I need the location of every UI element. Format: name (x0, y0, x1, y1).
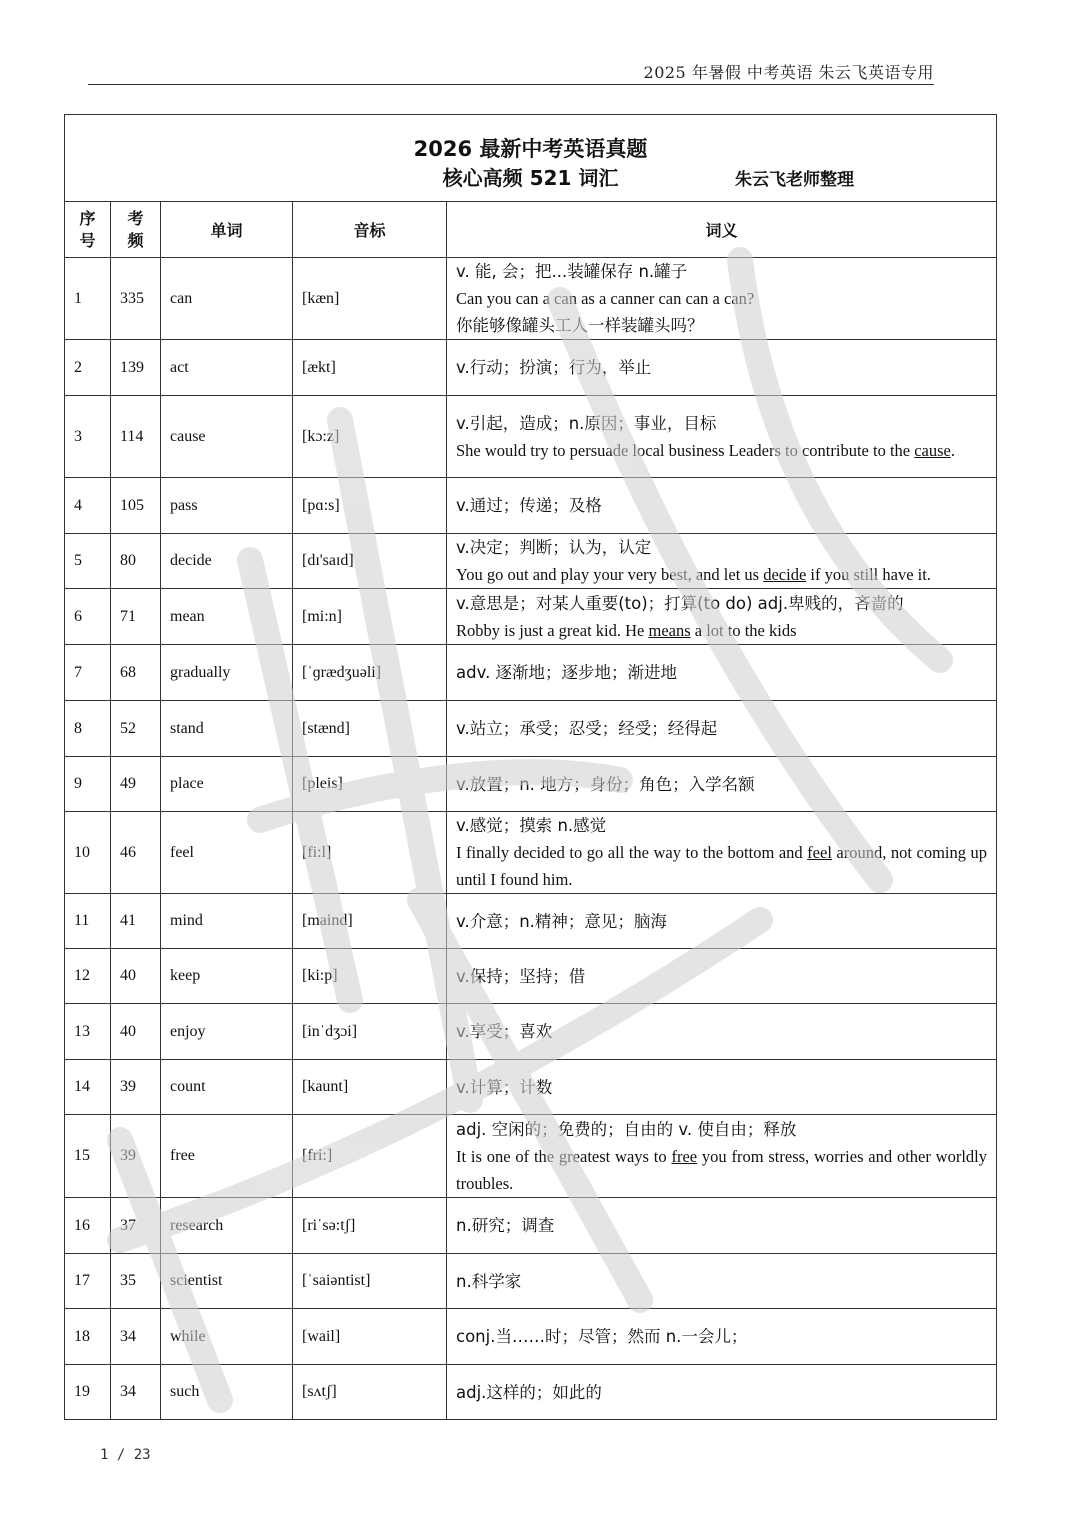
row-word: count (161, 1060, 293, 1115)
row-index: 11 (65, 894, 111, 949)
row-index: 6 (65, 589, 111, 645)
meaning-text: v. 能, 会；把...装罐保存 n.罐子 (456, 262, 688, 281)
meaning-text: v.计算；计数 (456, 1077, 553, 1097)
row-index: 9 (65, 757, 111, 812)
example-sentence (456, 839, 987, 893)
example-sentence (456, 437, 987, 464)
meaning-text: conj.当……时；尽管；然而 n.一会儿； (456, 1327, 748, 1346)
row-word: mean (161, 589, 293, 645)
example-keyword: feel (807, 843, 832, 862)
row-word: such (161, 1365, 293, 1420)
row-meaning (447, 757, 997, 812)
row-index: 10 (65, 812, 111, 894)
title-line1: 2026 最新中考英语真题 (413, 137, 648, 161)
row-frequency: 39 (111, 1060, 161, 1115)
table-row (65, 1309, 997, 1365)
row-index: 13 (65, 1004, 111, 1060)
row-meaning (447, 1004, 997, 1060)
table-row (65, 812, 997, 894)
example-text: around, not coming up until I found him. (456, 843, 988, 889)
row-word: enjoy (161, 1004, 293, 1060)
vocabulary-table (64, 114, 997, 1420)
row-phonetic: [stænd] (293, 701, 447, 757)
row-phonetic: [wail] (293, 1309, 447, 1365)
row-frequency: 39 (111, 1115, 161, 1198)
page-number: 1 / 23 (100, 1447, 151, 1463)
row-frequency: 71 (111, 589, 161, 645)
table-row (65, 701, 997, 757)
row-frequency: 335 (111, 258, 161, 340)
column-headers (65, 202, 997, 258)
row-phonetic: [ˈɡrædʒuəli] (293, 645, 447, 701)
row-meaning (447, 478, 997, 534)
row-word: while (161, 1309, 293, 1365)
row-meaning (447, 1309, 997, 1365)
row-meaning (447, 258, 997, 340)
row-word: feel (161, 812, 293, 894)
meaning-text: v.通过；传递；及格 (456, 496, 602, 515)
example-text: you from stress, worries and other worldly troubles. (456, 1146, 988, 1193)
row-frequency: 139 (111, 340, 161, 396)
row-frequency: 80 (111, 534, 161, 589)
table-row (65, 1365, 997, 1420)
row-index: 17 (65, 1254, 111, 1309)
row-phonetic: [dɪ'saɪd] (293, 534, 447, 589)
row-frequency: 35 (111, 1254, 161, 1309)
row-index: 4 (65, 478, 111, 534)
meaning-text: adv. 逐渐地；逐步地；渐进地 (456, 663, 678, 682)
row-meaning (447, 812, 997, 894)
example-keyword: decide (763, 565, 807, 584)
row-index: 3 (65, 396, 111, 478)
row-phonetic: [maind] (293, 894, 447, 949)
table-row (65, 757, 997, 812)
row-word: scientist (161, 1254, 293, 1309)
row-meaning (447, 340, 997, 396)
title-line2: 核心高频 521 词汇 (442, 166, 619, 190)
col-header-index: 序号 (65, 202, 111, 258)
row-meaning (447, 589, 997, 645)
table-row (65, 949, 997, 1004)
table-row (65, 396, 997, 478)
table-row (65, 478, 997, 534)
table-row (65, 1115, 997, 1198)
col-header-word: 单词 (161, 202, 293, 258)
row-phonetic: [inˈdʒɔi] (293, 1004, 447, 1060)
example-text: It is one of the greatest ways to (456, 1146, 672, 1166)
row-phonetic: [fri:] (293, 1115, 447, 1198)
table-row (65, 1254, 997, 1309)
row-word: keep (161, 949, 293, 1004)
row-frequency: 40 (111, 949, 161, 1004)
meaning-text: v.站立；承受；忍受；经受；经得起 (456, 719, 718, 738)
row-phonetic: [sʌtʃ] (293, 1365, 447, 1420)
row-phonetic: [fi:l] (293, 812, 447, 894)
row-word: place (161, 757, 293, 812)
row-meaning (447, 701, 997, 757)
meaning-text: adj. 空闲的；免费的；自由的 v. 使自由；释放 (456, 1119, 797, 1139)
row-frequency: 37 (111, 1198, 161, 1254)
row-meaning (447, 534, 997, 589)
table-row (65, 534, 997, 589)
row-phonetic: [ki:p] (293, 949, 447, 1004)
row-meaning (447, 1198, 997, 1254)
row-index: 12 (65, 949, 111, 1004)
example-keyword: cause (914, 440, 951, 460)
col-header-meaning: 词义 (447, 202, 997, 258)
meaning-text: n.科学家 (456, 1271, 522, 1291)
row-index: 8 (65, 701, 111, 757)
example-text: a lot to the kids (690, 620, 797, 640)
row-frequency: 41 (111, 894, 161, 949)
row-index: 19 (65, 1365, 111, 1420)
row-frequency: 68 (111, 645, 161, 701)
row-meaning (447, 645, 997, 701)
example-sentence (456, 561, 987, 588)
row-word: free (161, 1115, 293, 1198)
row-word: research (161, 1198, 293, 1254)
row-phonetic: [ækt] (293, 340, 447, 396)
example-translation: 你能够像罐头工人一样装罐头吗？ (456, 316, 704, 335)
row-phonetic: [riˈsə:tʃ] (293, 1198, 447, 1254)
col-header-phonetic: 音标 (293, 202, 447, 258)
example-sentence (456, 1143, 987, 1197)
row-index: 14 (65, 1060, 111, 1115)
row-index: 7 (65, 645, 111, 701)
row-frequency: 46 (111, 812, 161, 894)
row-phonetic: [kæn] (293, 258, 447, 340)
example-text: . (950, 440, 956, 460)
meaning-text: adj.这样的；如此的 (456, 1382, 602, 1402)
row-meaning (447, 949, 997, 1004)
row-index: 1 (65, 258, 111, 340)
row-frequency: 49 (111, 757, 161, 812)
row-word: mind (161, 894, 293, 949)
row-phonetic: [pɑ:s] (293, 478, 447, 534)
row-phonetic: [kaunt] (293, 1060, 447, 1115)
col-header-freq: 考频 (111, 202, 161, 258)
row-meaning (447, 1115, 997, 1198)
row-phonetic: [mi:n] (293, 589, 447, 645)
meaning-text: v.享受；喜欢 (456, 1022, 553, 1041)
table-row (65, 1060, 997, 1115)
example-text: if you still have it. (806, 565, 931, 584)
row-frequency: 105 (111, 478, 161, 534)
example-text: She would try to persuade local business Leaders to contribute to the (456, 440, 915, 460)
meaning-text: v.介意；n.精神；意见；脑海 (456, 911, 667, 931)
example-sentence (456, 617, 987, 644)
example-keyword: free (671, 1146, 698, 1166)
row-meaning (447, 894, 997, 949)
row-word: act (161, 340, 293, 396)
table-title (65, 115, 997, 202)
row-index: 18 (65, 1309, 111, 1365)
table-row (65, 894, 997, 949)
row-meaning (447, 1254, 997, 1309)
row-frequency: 52 (111, 701, 161, 757)
meaning-text: n.研究；调查 (456, 1216, 555, 1235)
example-text: You go out and play your very best, and let us (456, 565, 764, 584)
row-phonetic: [ˈsaiəntist] (293, 1254, 447, 1309)
author-label: 朱云飞老师整理 (735, 170, 854, 190)
table-row (65, 1004, 997, 1060)
row-frequency: 40 (111, 1004, 161, 1060)
row-word: stand (161, 701, 293, 757)
example-sentence: Can you can a can as a canner can can a can? (456, 289, 755, 308)
row-phonetic: [pleis] (293, 757, 447, 812)
meaning-text: v.行动；扮演；行为，举止 (456, 358, 652, 377)
row-index: 15 (65, 1115, 111, 1198)
row-index: 5 (65, 534, 111, 589)
meaning-text: v.放置；n. 地方；身份；角色；入学名额 (456, 774, 755, 794)
row-frequency: 34 (111, 1365, 161, 1420)
table-row (65, 340, 997, 396)
row-frequency: 34 (111, 1309, 161, 1365)
meaning-text: v.感觉；摸索 n.感觉 (456, 816, 607, 835)
table-row (65, 645, 997, 701)
meaning-text: v.引起，造成；n.原因；事业，目标 (456, 413, 717, 433)
table-row (65, 1198, 997, 1254)
row-word: pass (161, 478, 293, 534)
meaning-text: v.决定；判断；认为，认定 (456, 538, 652, 557)
row-word: can (161, 258, 293, 340)
row-meaning (447, 1365, 997, 1420)
row-word: cause (161, 396, 293, 478)
example-text: Robby is just a great kid. He (456, 620, 649, 640)
example-keyword: means (648, 620, 691, 640)
page-header (88, 60, 934, 85)
meaning-text: v.保持；坚持；借 (456, 966, 586, 986)
table-row (65, 589, 997, 645)
row-index: 16 (65, 1198, 111, 1254)
row-word: gradually (161, 645, 293, 701)
row-frequency: 114 (111, 396, 161, 478)
header-text: 2025 年暑假 中考英语 朱云飞英语专用 (643, 63, 934, 82)
row-word: decide (161, 534, 293, 589)
row-phonetic: [kɔ:z] (293, 396, 447, 478)
meaning-text: v.意思是；对某人重要(to)；打算(to do) adj.卑贱的，吝啬的 (456, 593, 904, 613)
table-row (65, 258, 997, 340)
row-meaning (447, 396, 997, 478)
row-meaning (447, 1060, 997, 1115)
example-text: I finally decided to go all the way to the bottom and (456, 843, 808, 862)
row-index: 2 (65, 340, 111, 396)
